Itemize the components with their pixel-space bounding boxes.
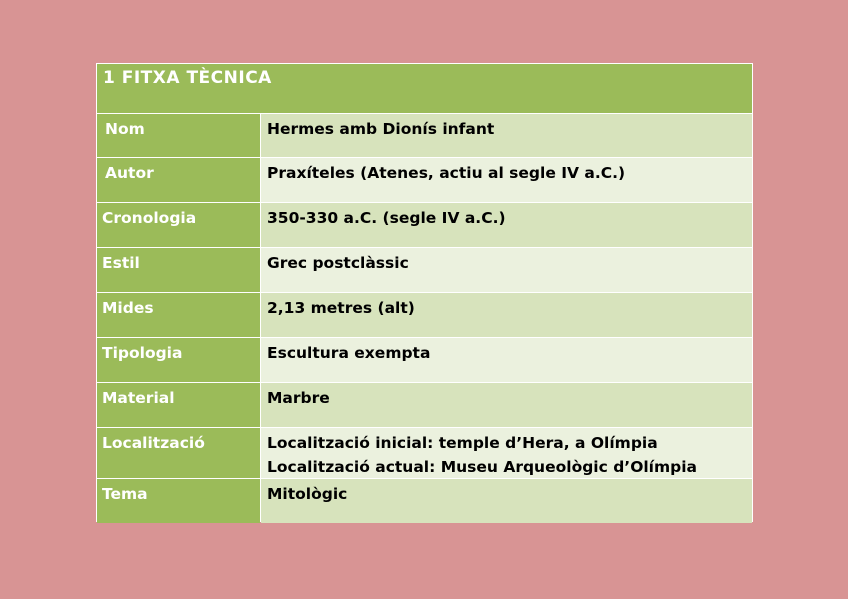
row-value: 2,13 metres (alt) (261, 293, 752, 337)
row-label: Localització (97, 428, 260, 478)
table-row (97, 338, 752, 382)
row-label: Tipologia (97, 338, 260, 382)
table-row (97, 114, 752, 157)
row-label: Cronologia (97, 203, 260, 247)
row-label: Estil (97, 248, 260, 292)
row-value-line: Localització actual: Museu Arqueològic d’Olímpia (267, 458, 698, 476)
table-row (97, 203, 752, 247)
row-label: Material (97, 383, 260, 427)
row-value: Grec postclàssic (261, 248, 752, 292)
row-value (261, 428, 752, 478)
row-value: Praxíteles (Atenes, actiu al segle IV a.C.) (261, 158, 752, 202)
row-label: Tema (97, 479, 260, 523)
technical-sheet-table (96, 63, 753, 522)
table-row (97, 428, 752, 478)
row-value: 350-330 a.C. (segle IV a.C.) (261, 203, 752, 247)
table-row (97, 293, 752, 337)
table-row (97, 479, 752, 523)
row-value: Escultura exempta (261, 338, 752, 382)
row-label: Nom (97, 114, 260, 157)
row-value: Hermes amb Dionís infant (261, 114, 752, 157)
table-row (97, 383, 752, 427)
row-label: Mides (97, 293, 260, 337)
row-label: Autor (97, 158, 260, 202)
row-value-line: Localització inicial: temple d’Hera, a Olímpia (267, 434, 658, 452)
table-rows (97, 114, 752, 524)
table-title: 1 FITXA TÈCNICA (97, 64, 752, 113)
row-value: Mitològic (261, 479, 752, 523)
table-row (97, 158, 752, 202)
row-value: Marbre (261, 383, 752, 427)
table-row (97, 248, 752, 292)
